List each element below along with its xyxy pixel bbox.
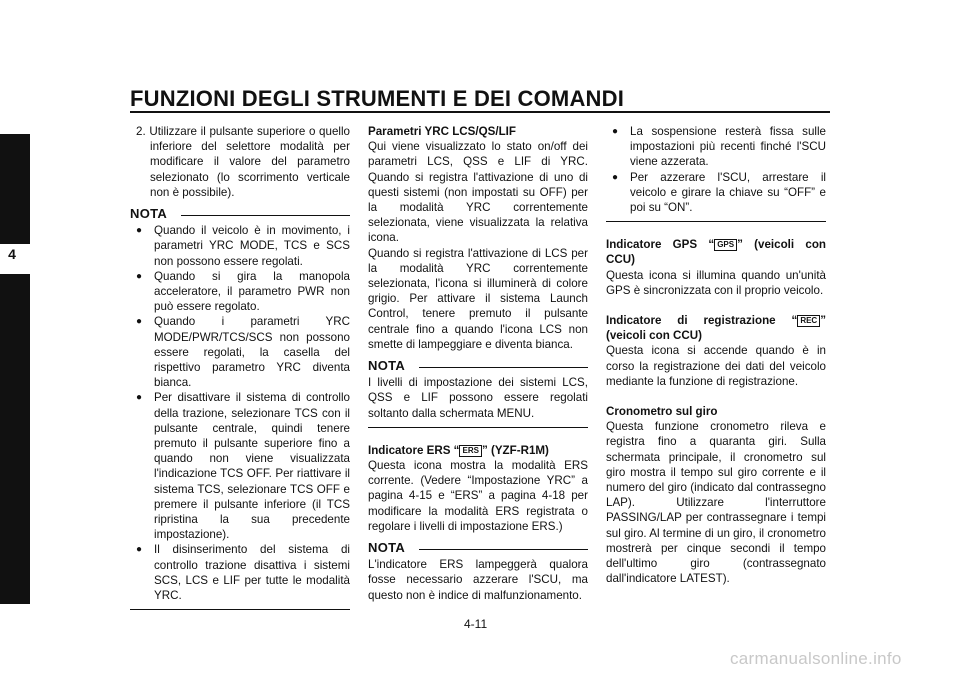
watermark: carmanualsonline.info [730,649,902,668]
list-item: ● Per azzerare l'SCU, arrestare il veicolo e girare la chiave su “OFF” e poi su “ON”. [606,170,826,216]
nota-heading [368,358,588,373]
chapter-number: 4 [8,246,16,262]
list-item: ● La sospensione resterà fissa sulle impostazioni più recenti finché l'SCU viene azzerata. [606,124,826,170]
paragraph: Questa icona mostra la modalità ERS corrente. (Vedere “Impostazione YRC” a pagina 4-15 e “ERS” a pagina 4-18 per modificare la modalità ERS registrata o regolare i livelli di impostazione ERS.) [368,459,588,533]
header-rule [130,111,830,113]
list-item: ● Quando il veicolo è in movimento, i parametri YRC MODE, TCS e SCS non possono essere regolati. [130,223,350,269]
nota-label: NOTA [130,206,168,222]
column-1 [130,124,350,610]
column-2 [368,124,588,603]
nota-label: NOTA [368,540,406,556]
page-number: 4-11 [464,617,488,631]
paragraph: Questa funzione cronometro rileva e registra fino a quaranta giri. Sulla schermata principale, il cronometro sul giro mostra il tempo sul giro corrente e il numero del giro (indicato dal contrassegno LAP). Utilizzare l'interruttore PASSING/LAP per contrassegnare i tempi sul giro. Al termine di un giro, il cronometro mostrerà per cinque secondi il tempo dell'ultimo giro (contrassegnato dall'indicatore LATEST). [606,420,826,586]
nota-label: NOTA [368,358,406,374]
list-item: ● Quando i parametri YRC MODE/PWR/TCS/SCS non possono essere regolati, la casella del rispettivo parametro YRC diventa bianca. [130,314,350,390]
section-heading: Indicatore ERS “ ERS ” (YZF-R1M) [368,443,549,457]
nota-text: L'indicatore ERS lampeggerà qualora fosse necessario azzerare l'SCU, ma questo non è indice di malfunzionamento. [368,558,588,602]
nota-text: I livelli di impostazione dei sistemi LCS, QSS e LIF possono essere regolati soltanto dalla schermata MENU. [368,376,588,420]
nota-heading [130,206,350,221]
section-heading: Indicatore di registrazione “ REC ” (veicoli con CCU) [606,314,826,343]
paragraph: Qui viene visualizzato lo stato on/off dei parametri LCS, QSS e LIF di YRC. Quando si registra l'attivazione di uno di questi sistemi (non impostati su OFF) per la modalità YRC correntemente selezionata, viene visualizzata la relativa icona. [368,140,588,245]
paragraph: Quando si registra l'attivazione di LCS per la modalità YRC correntemente selezionata, l'icona si illuminerà di colore grigio. Per attivare il sistema Launch Control, tenere premuto il pulsante centrale fino a quando l'icona LCS non smette di lampeggiare e diventa bianca. [368,246,588,351]
ers-icon: ERS [459,445,481,457]
list-item: ● Il disinserimento del sistema di controllo trazione disattiva i sistemi SCS, LCS e LIF per tutte le modalità YRC. [130,542,350,603]
nota-heading [368,540,588,555]
recording-icon: REC [797,315,820,327]
step-2: 2. Utilizzare il pulsante superiore o quello inferiore del selettore modalità per modificare il valore del parametro selezionato (lo scorrimento verticale non è possibile). [136,125,350,199]
column-3 [606,124,826,586]
gps-icon: GPS [714,239,737,251]
list-item: ● Per disattivare il sistema di controllo della trazione, selezionare TCS con il pulsante centrale, quindi tenere premuto il pulsante superiore fino a quando non viene visualizzata l'indicazione TCS OFF. Per riattivare il sistema TCS, selezionare TCS OFF e premere il pulsante inferiore (il TCS ripristina la sua precedente impostazione). [130,390,350,542]
list-item: ● Quando si gira la manopola acceleratore, il parametro PWR non può essere regolato. [130,269,350,315]
nota-rule [419,367,588,368]
nota-rule [419,549,588,550]
page-title: FUNZIONI DEGLI STRUMENTI E DEI COMANDI [130,86,625,111]
section-heading: Parametri YRC LCS/QS/LIF [368,125,516,138]
paragraph: Questa icona si accende quando è in corso la registrazione dei dati del veicolo mediante la funzione di registrazione. [606,344,826,388]
section-heading: Indicatore GPS “ GPS ” (veicoli con CCU) [606,238,826,267]
chapter-tab [0,134,30,604]
nota-rule [181,215,350,216]
section-heading: Cronometro sul giro [606,405,718,419]
nota-end-rule [130,609,350,610]
paragraph: Questa icona si illumina quando un'unità GPS è sincronizzata con il proprio veicolo. [606,268,826,297]
